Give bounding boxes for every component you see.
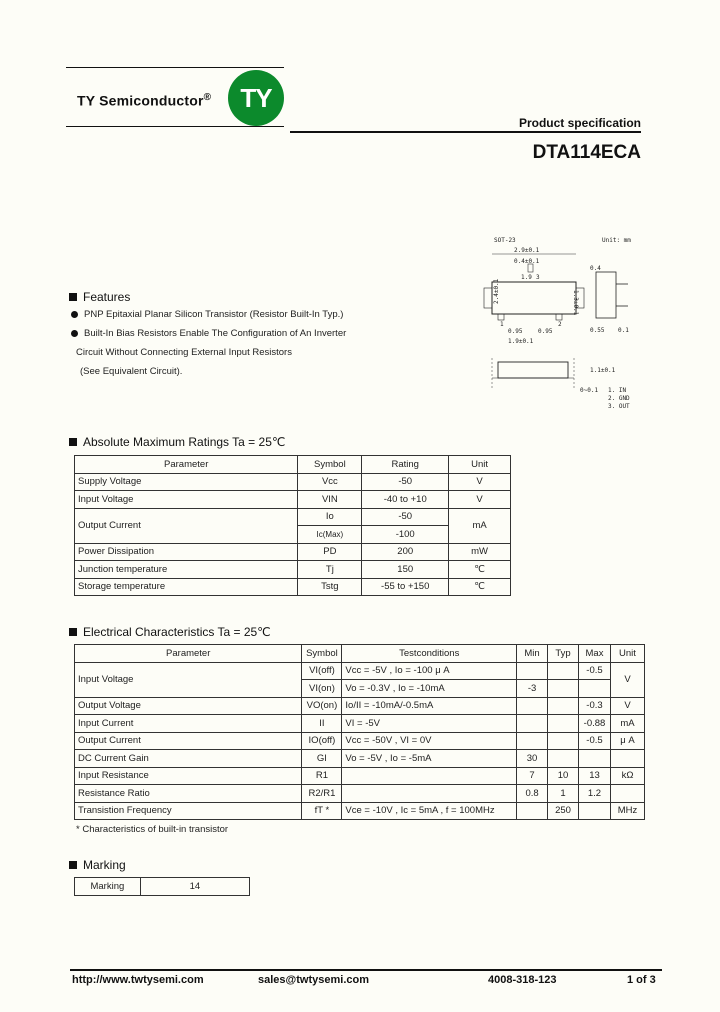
svg-text:2.4±0.1: 2.4±0.1: [493, 278, 500, 304]
table-row: Input Resistance R1 7 10 13 kΩ: [75, 767, 645, 785]
footer-email-link[interactable]: sales@twtysemi.com: [258, 974, 369, 986]
table-row: Output Current Io -50 mA: [75, 508, 511, 526]
table-row: Supply Voltage Vcc -50 V: [75, 473, 511, 491]
table-row: DC Current Gain GI Vo = -5V , Io = -5mA 30: [75, 750, 645, 768]
package-outline-drawing: [478, 232, 643, 417]
table-row: Junction temperature Tj 150 ℃: [75, 561, 511, 579]
feature-note: (See Equivalent Circuit).: [80, 366, 183, 377]
svg-text:0.55: 0.55: [590, 327, 605, 334]
svg-text:0.1: 0.1: [618, 327, 629, 334]
header-right-rule: [290, 131, 641, 133]
svg-text:3. OUT: 3. OUT: [608, 403, 630, 410]
table-row: Transistion Frequency fT * Vce = -10V , Ic = 5mA , f = 100MHz 250 MHz: [75, 802, 645, 820]
package-unit: Unit: mm: [602, 237, 631, 244]
abs-max-heading: Absolute Maximum Ratings Ta = 25℃: [69, 435, 285, 449]
page-number: 1 of 3: [627, 974, 656, 986]
svg-text:1.9±0.1: 1.9±0.1: [508, 338, 534, 345]
electrical-characteristics-table: [74, 644, 645, 820]
product-specification-label: Product specification: [518, 116, 641, 130]
feature-continuation: Circuit Without Connecting External Input Resistors: [76, 347, 292, 358]
square-bullet-icon: [69, 628, 77, 636]
footer-phone: 4008-318-123: [488, 974, 557, 986]
svg-text:0.4±0.1: 0.4±0.1: [514, 258, 540, 265]
feature-item: PNP Epitaxial Planar Silicon Transistor (Resistor Built-In Typ.): [71, 309, 343, 320]
round-bullet-icon: [71, 330, 78, 337]
footer-rule: [70, 969, 662, 971]
round-bullet-icon: [71, 311, 78, 318]
svg-text:2. GND: 2. GND: [608, 395, 630, 402]
square-bullet-icon: [69, 861, 77, 869]
svg-text:0.95: 0.95: [508, 328, 523, 335]
table-row: Resistance Ratio R2/R1 0.8 1 1.2: [75, 785, 645, 803]
elec-char-heading: Electrical Characteristics Ta = 25℃: [69, 625, 271, 639]
table-row: Ic(Max) -100: [75, 526, 511, 544]
feature-item: Built-In Bias Resistors Enable The Configuration of An Inverter: [71, 328, 346, 339]
table-row: Power Dissipation PD 200 mW: [75, 543, 511, 561]
svg-text:0~0.1: 0~0.1: [580, 387, 599, 394]
table-row: Input Current II VI = -5V -0.88 mA: [75, 715, 645, 733]
table-row: Input Voltage VI(off) Vcc = -5V , Io = -100 μ A -0.5 V: [75, 662, 645, 680]
svg-text:0.95: 0.95: [538, 328, 553, 335]
elec-footnote: * Characteristics of built-in transistor: [76, 824, 229, 835]
header-mid-rule: [66, 126, 284, 127]
table-header-row: Parameter Symbol Testconditions Min Typ Max Unit: [75, 645, 645, 663]
table-row: Output Current IO(off) Vcc = -50V , VI = 0V -0.5 μ A: [75, 732, 645, 750]
features-heading: Features: [69, 290, 130, 304]
ty-logo: TY: [228, 70, 284, 126]
svg-text:2: 2: [558, 321, 562, 328]
svg-text:1. IN: 1. IN: [608, 387, 627, 394]
svg-text:1: 1: [500, 321, 504, 328]
package-name: SOT-23: [494, 237, 516, 244]
svg-text:3: 3: [536, 274, 540, 281]
marking-table: [74, 877, 250, 896]
abs-max-table: [74, 455, 511, 596]
svg-text:1.9: 1.9: [521, 274, 532, 281]
table-row: Marking 14: [75, 878, 250, 896]
table-header-row: Parameter Symbol Rating Unit: [75, 456, 511, 474]
svg-text:1.1±0.1: 1.1±0.1: [590, 367, 616, 374]
table-row: VI(on) Vo = -0.3V , Io = -10mA -3: [75, 680, 645, 698]
footer-website-link[interactable]: http://www.twtysemi.com: [72, 974, 204, 986]
part-number: DTA114ECA: [532, 142, 641, 163]
header-top-rule: [66, 67, 284, 68]
table-row: Storage temperature Tstg -55 to +150 ℃: [75, 578, 511, 596]
svg-text:0.4: 0.4: [590, 265, 601, 272]
table-row: Output Voltage VO(on) Io/II = -10mA/-0.5mA -0.3 V: [75, 697, 645, 715]
table-row: Input Voltage VIN -40 to +10 V: [75, 491, 511, 509]
svg-text:2.9±0.1: 2.9±0.1: [514, 247, 540, 254]
svg-text:1.3±0.1: 1.3±0.1: [572, 290, 579, 316]
square-bullet-icon: [69, 293, 77, 301]
company-name: TY Semiconductor®: [77, 92, 212, 109]
marking-heading: Marking: [69, 858, 126, 872]
square-bullet-icon: [69, 438, 77, 446]
